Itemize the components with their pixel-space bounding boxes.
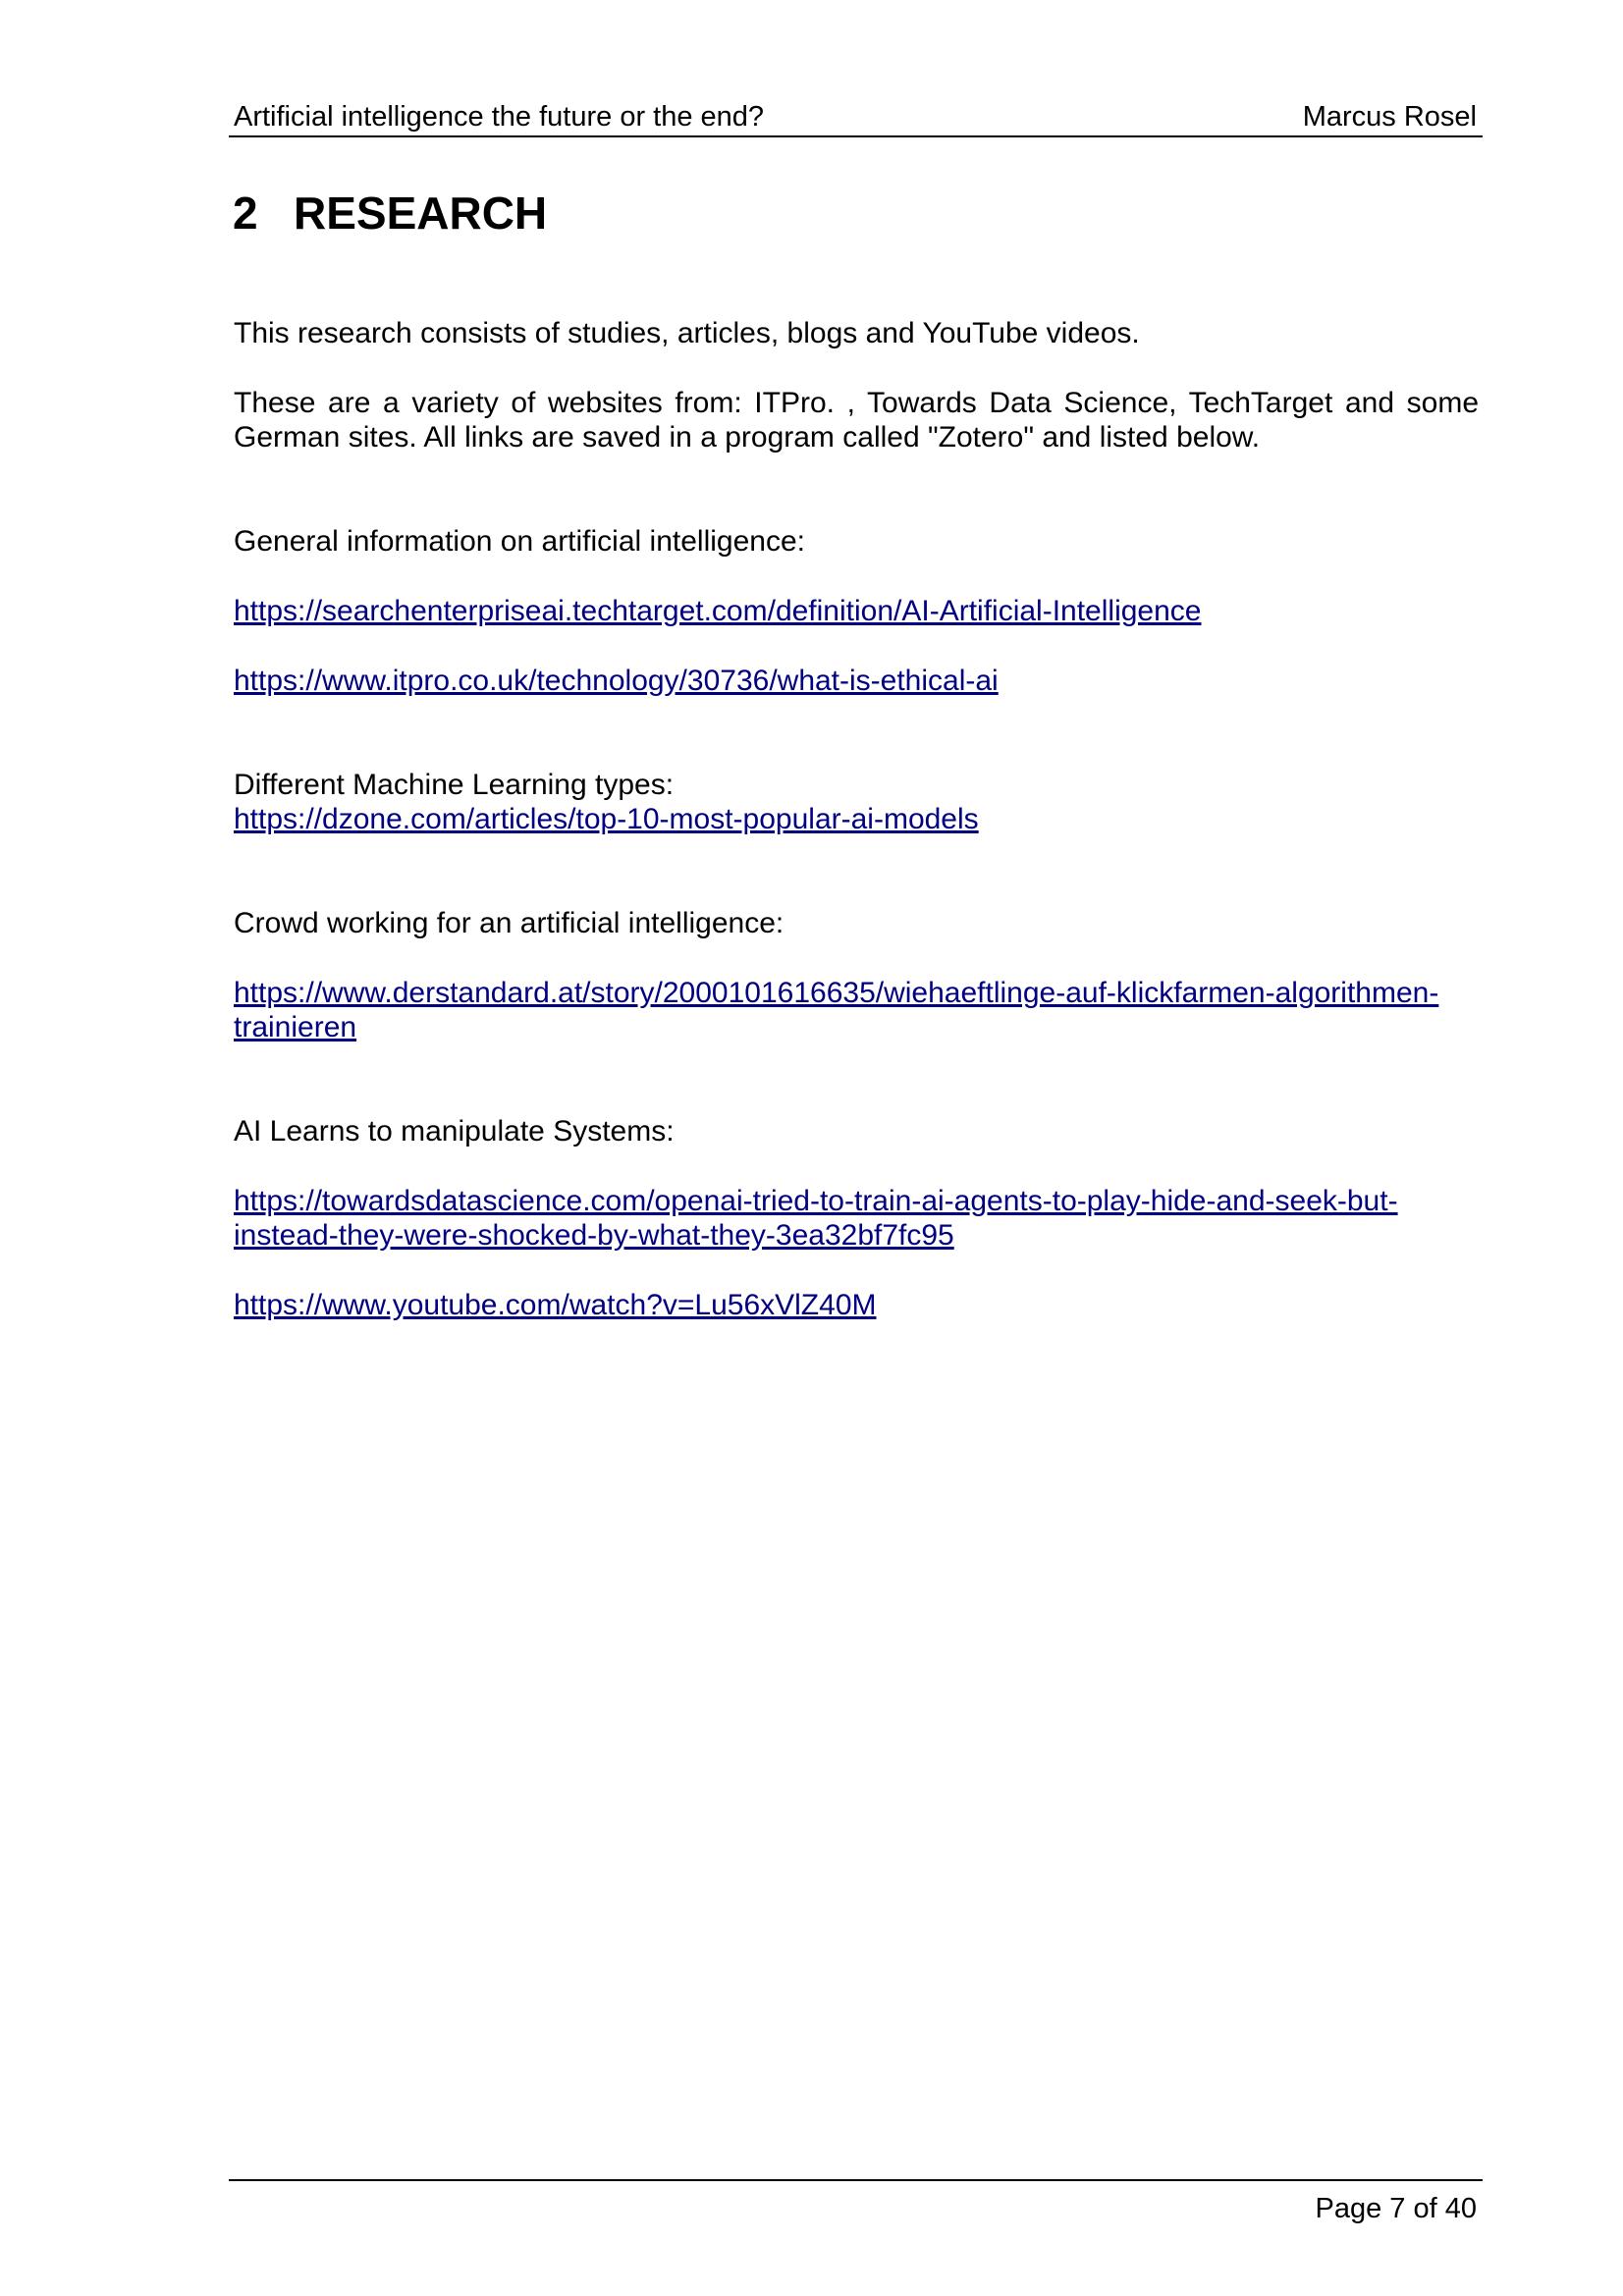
youtube-link[interactable]: https://www.youtube.com/watch?v=Lu56xVlZ40M <box>234 1289 877 1321</box>
techtarget-link[interactable]: https://searchenterpriseai.techtarget.com/definition/AI-Artificial-Intelligence <box>234 595 1202 627</box>
general-link-2-line <box>234 664 1479 698</box>
general-info-label: General information on artificial intelligence: <box>234 525 805 558</box>
dzone-link[interactable]: https://dzone.com/articles/top-10-most-popular-ai-models <box>234 803 979 835</box>
tds-link-line-2: instead-they-were-shocked-by-what-they-3ea32bf7fc95 <box>234 1219 954 1252</box>
header-author: Marcus Rosel <box>1302 101 1477 133</box>
section-heading <box>233 187 547 240</box>
derstandard-link[interactable] <box>234 977 1438 1043</box>
itpro-link[interactable]: https://www.itpro.co.uk/technology/30736/what-is-ethical-ai <box>234 665 999 697</box>
youtube-link-line <box>234 1288 1479 1322</box>
intro-paragraph-2: These are a variety of websites from: ITPro. , Towards Data Science, TechTarget and some German sites. All links are saved in a program called "Zotero" and listed below. <box>234 387 1479 454</box>
derstandard-link-line-2: trainieren <box>234 1011 357 1043</box>
page-number: Page 7 of 40 <box>1315 2193 1477 2224</box>
manipulate-label: AI Learns to manipulate Systems: <box>234 1115 675 1148</box>
page-footer <box>229 2179 1483 2224</box>
derstandard-link-line-1: https://www.derstandard.at/story/2000101616635/wiehaeftlinge-auf-klickfarmen-algorithmen- <box>234 977 1439 1009</box>
header-title: Artificial intelligence the future or the end? <box>234 101 765 133</box>
crowd-label: Crowd working for an artificial intelligence: <box>234 907 784 939</box>
section-number: 2 <box>233 187 258 239</box>
ml-link-line <box>234 802 1479 836</box>
tds-link-line-1: https://towardsdatascience.com/openai-tried-to-train-ai-agents-to-play-hide-and-seek-but- <box>234 1185 1398 1217</box>
page-header <box>229 98 1483 137</box>
crowd-link-block <box>234 976 1479 1044</box>
ml-types-label: Different Machine Learning types: <box>234 769 675 801</box>
general-link-1-line <box>234 594 1479 628</box>
section-title: RESEARCH <box>294 187 548 239</box>
manipulate-link-block <box>234 1184 1479 1253</box>
towardsdatascience-link[interactable] <box>234 1185 1398 1252</box>
intro-paragraph-1: This research consists of studies, articles, blogs and YouTube videos. <box>234 317 1140 349</box>
